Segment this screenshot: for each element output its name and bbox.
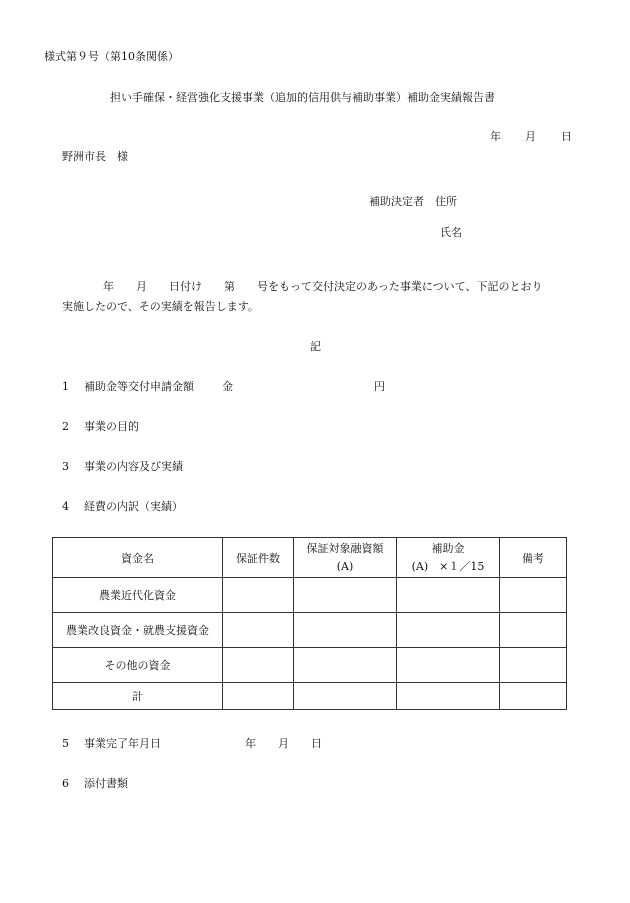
cell-subsidy[interactable] <box>397 683 500 710</box>
cell-count[interactable] <box>223 578 294 613</box>
table-row-total <box>53 683 567 710</box>
cell-amount[interactable] <box>294 683 397 710</box>
cell-remarks[interactable] <box>500 613 567 648</box>
item-6-label: 添付書類 <box>84 777 128 790</box>
ki-heading: 記 <box>310 340 321 353</box>
cell-amount[interactable] <box>294 613 397 648</box>
body-text-line1: 年 月 日付け 第 号をもって交付決定のあった事業について、下記のとおり <box>103 280 543 293</box>
item-5-number: 5 <box>62 737 69 750</box>
item-1-label: 補助金等交付申請金額 <box>84 380 194 393</box>
header-fund-name: 資金名 <box>53 538 223 578</box>
cell-count[interactable] <box>223 683 294 710</box>
item-4-number: 4 <box>62 500 69 513</box>
item-5-label: 事業完了年月日 <box>84 737 161 750</box>
applicant-address-label: 補助決定者 住所 <box>369 195 457 208</box>
cell-amount[interactable] <box>294 578 397 613</box>
date-day: 日 <box>561 130 572 143</box>
cell-subsidy[interactable] <box>397 578 500 613</box>
applicant-name-label: 氏名 <box>440 226 462 239</box>
item-4-label: 経費の内訳（実績） <box>84 500 183 513</box>
date-month: 月 <box>525 130 536 143</box>
row-fund-name: 農業近代化資金 <box>53 578 223 613</box>
cell-amount[interactable] <box>294 648 397 683</box>
item-1-yen: 円 <box>374 380 385 393</box>
cell-remarks[interactable] <box>500 683 567 710</box>
item-3-number: 3 <box>62 460 69 473</box>
table-row <box>53 578 567 613</box>
cell-subsidy[interactable] <box>397 613 500 648</box>
body-text-line2: 実施したので、その実績を報告します。 <box>62 300 259 313</box>
cell-remarks[interactable] <box>500 578 567 613</box>
cell-remarks[interactable] <box>500 648 567 683</box>
item-3-label: 事業の内容及び実績 <box>84 460 183 473</box>
row-fund-name: 農業改良資金・就農支援資金 <box>53 613 223 648</box>
date-year: 年 <box>490 130 501 143</box>
row-total-label: 計 <box>53 683 223 710</box>
header-subsidy: 補助金 (A) ×１／15 <box>397 538 500 578</box>
item-1-kin: 金 <box>222 380 233 393</box>
item-1-number: 1 <box>62 380 69 393</box>
document-title: 担い手確保・経営強化支援事業（追加的信用供与補助事業）補助金実績報告書 <box>110 91 495 104</box>
form-number: 様式第９号（第10条関係） <box>44 50 179 63</box>
cell-count[interactable] <box>223 613 294 648</box>
expense-table <box>52 537 567 710</box>
table-row <box>53 613 567 648</box>
item-5-date: 年 月 日 <box>245 737 322 750</box>
row-fund-name: その他の資金 <box>53 648 223 683</box>
item-6-number: 6 <box>62 777 69 790</box>
addressee: 野洲市長 様 <box>62 150 128 163</box>
cell-subsidy[interactable] <box>397 648 500 683</box>
table-row <box>53 648 567 683</box>
item-2-label: 事業の目的 <box>84 420 139 433</box>
header-loan-amount: 保証対象融資額 (A) <box>294 538 397 578</box>
header-remarks: 備考 <box>500 538 567 578</box>
item-2-number: 2 <box>62 420 69 433</box>
cell-count[interactable] <box>223 648 294 683</box>
header-guarantee-count: 保証件数 <box>223 538 294 578</box>
